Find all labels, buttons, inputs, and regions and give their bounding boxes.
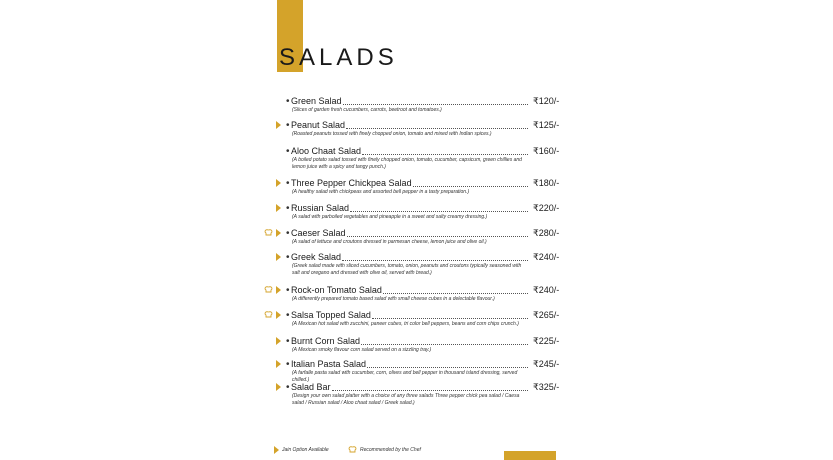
- item-description: (A salad of lettuce and croutons dressed in parmesan cheese, lemon juice and olive oil.): [292, 239, 487, 245]
- menu-item: [270, 382, 570, 404]
- item-price: ₹280/-: [533, 228, 560, 238]
- item-name: Salsa Topped Salad: [291, 310, 371, 320]
- chef-hat-icon: [264, 286, 273, 293]
- leader-dots: [362, 154, 528, 155]
- item-name: Italian Pasta Salad: [291, 359, 367, 369]
- menu-item: [270, 146, 570, 168]
- item-name: Burnt Corn Salad: [291, 336, 361, 346]
- item-name: Aloo Chaat Salad: [291, 146, 362, 156]
- menu-item: [270, 285, 570, 307]
- item-name: Caeser Salad: [291, 228, 346, 238]
- item-price: ₹240/-: [533, 285, 560, 295]
- menu-item: [270, 120, 570, 142]
- item-price: ₹220/-: [533, 203, 560, 213]
- jain-leaf-icon: [275, 121, 281, 129]
- legend-jain-label: Jain Option Available: [282, 447, 329, 453]
- page-title: SALADS: [279, 44, 398, 71]
- item-price: ₹240/-: [533, 252, 560, 262]
- jain-leaf-icon: [275, 253, 281, 261]
- legend-chef: [348, 446, 421, 453]
- item-name: Three Pepper Chickpea Salad: [291, 178, 412, 188]
- item-price: ₹160/-: [533, 146, 560, 156]
- item-name: Salad Bar: [291, 382, 331, 392]
- jain-leaf-icon: [275, 286, 281, 294]
- item-price: ₹265/-: [533, 310, 560, 320]
- item-description: (Greek salad made with sliced cucumbers, tomato, onion, peanuts and croutons typically seasoned with salt and oregano and dressed with olive oil, served with bread.): [292, 263, 522, 276]
- item-bullet: •: [286, 359, 290, 370]
- menu-item: [270, 96, 570, 118]
- item-price: ₹125/-: [533, 120, 560, 130]
- item-bullet: •: [286, 120, 290, 131]
- leader-dots: [346, 128, 528, 129]
- item-bullet: •: [286, 178, 290, 189]
- item-bullet: •: [286, 310, 290, 321]
- leader-dots: [367, 367, 528, 368]
- item-name: Rock-on Tomato Salad: [291, 285, 382, 295]
- item-bullet: •: [286, 228, 290, 239]
- jain-leaf-icon: [275, 204, 281, 212]
- leader-dots: [347, 236, 528, 237]
- item-bullet: •: [286, 146, 290, 157]
- item-price: ₹245/-: [533, 359, 560, 369]
- jain-leaf-icon: [275, 360, 281, 368]
- menu-item: [270, 359, 570, 381]
- item-description: (A Mexican hot salad with zucchini, paneer cubes, tri color bell peppers, beans and corn chips crunch.): [292, 321, 519, 327]
- item-description: (A boiled potato salad tossed with finely chopped onion, tomato, cucumber, capsicum, green chillies and lemon juice with a spicy and tangy punch.): [292, 157, 522, 170]
- chef-hat-icon: [264, 229, 273, 236]
- item-description: (A farfalle pasta salad with cucumber, corn, olives and bell pepper in thousand island dressing, served chilled.): [292, 370, 518, 383]
- item-bullet: •: [286, 96, 290, 107]
- item-name: Peanut Salad: [291, 120, 346, 130]
- legend-chef-label: Recommended by the Chef: [360, 446, 421, 453]
- leader-dots: [372, 318, 528, 319]
- menu-item: [270, 336, 570, 358]
- leader-dots: [413, 186, 528, 187]
- item-bullet: •: [286, 382, 290, 393]
- item-price: ₹120/-: [533, 96, 560, 106]
- item-description: (A Mexican smoky flavour corn salad served on a sizzling tray.): [292, 347, 432, 353]
- item-bullet: •: [286, 203, 290, 214]
- item-description: (A differently prepared tomato based salad with small cheese cubes in a delectable flavour.): [292, 296, 495, 302]
- item-price: ₹180/-: [533, 178, 560, 188]
- footer-accent-block: [504, 451, 556, 460]
- menu-item: [270, 310, 570, 332]
- item-name: Russian Salad: [291, 203, 350, 213]
- jain-leaf-icon: [275, 179, 281, 187]
- item-description: (A salad with parboiled vegetables and pineapple in a sweet and salty creamy dressing.): [292, 214, 488, 220]
- item-price: ₹325/-: [533, 382, 560, 392]
- jain-leaf-icon: [275, 311, 281, 319]
- leader-dots: [383, 293, 528, 294]
- item-name: Greek Salad: [291, 252, 342, 262]
- jain-leaf-icon: [275, 383, 281, 391]
- chef-hat-icon: [348, 446, 357, 453]
- leader-dots: [332, 390, 528, 391]
- item-name: Green Salad: [291, 96, 342, 106]
- jain-leaf-icon: [275, 337, 281, 345]
- item-bullet: •: [286, 252, 290, 263]
- item-description: (Design your own salad platter with a choice of any three salads Three pepper chick pea salad / Caesa salad / Russian salad / Aloo chaat salad / Greek salad.): [292, 393, 520, 406]
- item-price: ₹225/-: [533, 336, 560, 346]
- menu-item: [270, 252, 570, 274]
- menu-item: [270, 178, 570, 200]
- menu-item: [270, 203, 570, 225]
- item-bullet: •: [286, 285, 290, 296]
- leader-dots: [342, 260, 528, 261]
- chef-hat-icon: [264, 311, 273, 318]
- leader-dots: [350, 211, 528, 212]
- item-description: (A healthy salad with chickpeas and assorted bell pepper in a tasty preparation.): [292, 189, 470, 195]
- menu-item: [270, 228, 570, 250]
- item-description: (Roasted peanuts tossed with finely chopped onion, tomato and mixed with Indian spices.): [292, 131, 492, 137]
- jain-leaf-icon: [275, 229, 281, 237]
- item-bullet: •: [286, 336, 290, 347]
- legend-jain: [273, 446, 329, 454]
- leader-dots: [361, 344, 528, 345]
- item-description: (Slices of garden fresh cucumbers, carrots, beetroot and tomatoes.): [292, 107, 442, 113]
- jain-leaf-icon: [273, 446, 279, 454]
- leader-dots: [343, 104, 528, 105]
